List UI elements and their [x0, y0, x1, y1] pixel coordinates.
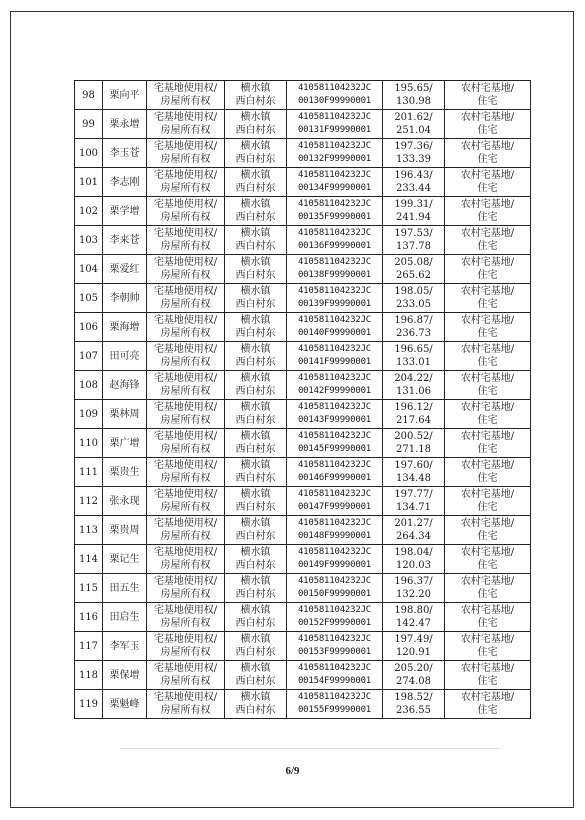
property-rights-table: [74, 80, 531, 719]
right-type-cell: 宅基地使用权/ 房屋所有权: [147, 313, 225, 342]
owner-name-cell: 李朝帅: [103, 284, 147, 313]
row-index-cell: 110: [75, 429, 103, 458]
row-index-cell: 107: [75, 342, 103, 371]
location-cell: 横水镇 西白村东: [225, 516, 287, 545]
table-row: [75, 545, 531, 574]
row-index-cell: 114: [75, 545, 103, 574]
location-cell: 横水镇 西白村东: [225, 690, 287, 719]
table-row: [75, 690, 531, 719]
table-row: [75, 516, 531, 545]
owner-name-cell: 李军玉: [103, 632, 147, 661]
right-type-cell: 宅基地使用权/ 房屋所有权: [147, 487, 225, 516]
right-type-cell: 宅基地使用权/ 房屋所有权: [147, 371, 225, 400]
table-row: [75, 226, 531, 255]
right-type-cell: 宅基地使用权/ 房屋所有权: [147, 429, 225, 458]
owner-name-cell: 栗记生: [103, 545, 147, 574]
owner-name-cell: 栗魁峰: [103, 690, 147, 719]
right-type-cell: 宅基地使用权/ 房屋所有权: [147, 545, 225, 574]
unit-code-cell: 410581104232JC 00145F99990001: [287, 429, 383, 458]
location-cell: 横水镇 西白村东: [225, 371, 287, 400]
area-cell: 199.31/ 241.94: [383, 197, 445, 226]
owner-name-cell: 张永现: [103, 487, 147, 516]
unit-code-cell: 410581104232JC 00134F99990001: [287, 168, 383, 197]
table-row: [75, 400, 531, 429]
location-cell: 横水镇 西白村东: [225, 487, 287, 516]
unit-code-cell: 410581104232JC 00148F99990001: [287, 516, 383, 545]
row-index-cell: 118: [75, 661, 103, 690]
unit-code-cell: 410581104232JC 00147F99990001: [287, 487, 383, 516]
owner-name-cell: 栗向平: [103, 81, 147, 110]
unit-code-cell: 410581104232JC 00136F99990001: [287, 226, 383, 255]
location-cell: 横水镇 西白村东: [225, 342, 287, 371]
row-index-cell: 113: [75, 516, 103, 545]
right-type-cell: 宅基地使用权/ 房屋所有权: [147, 400, 225, 429]
area-cell: 201.27/ 264.34: [383, 516, 445, 545]
location-cell: 横水镇 西白村东: [225, 197, 287, 226]
right-type-cell: 宅基地使用权/ 房屋所有权: [147, 139, 225, 168]
owner-name-cell: 李玉苍: [103, 139, 147, 168]
divider-line: [120, 748, 500, 749]
area-cell: 195.65/ 130.98: [383, 81, 445, 110]
unit-code-cell: 410581104232JC 00153F99990001: [287, 632, 383, 661]
row-index-cell: 116: [75, 603, 103, 632]
row-index-cell: 119: [75, 690, 103, 719]
right-type-cell: 宅基地使用权/ 房屋所有权: [147, 516, 225, 545]
unit-code-cell: 410581104232JC 00142F99990001: [287, 371, 383, 400]
row-index-cell: 105: [75, 284, 103, 313]
owner-name-cell: 田可亮: [103, 342, 147, 371]
right-type-cell: 宅基地使用权/ 房屋所有权: [147, 574, 225, 603]
table-row: [75, 371, 531, 400]
usage-cell: 农村宅基地/ 住宅: [445, 632, 531, 661]
area-cell: 198.04/ 120.03: [383, 545, 445, 574]
row-index-cell: 100: [75, 139, 103, 168]
table-row: [75, 661, 531, 690]
table-row: [75, 342, 531, 371]
right-type-cell: 宅基地使用权/ 房屋所有权: [147, 81, 225, 110]
area-cell: 201.62/ 251.04: [383, 110, 445, 139]
right-type-cell: 宅基地使用权/ 房屋所有权: [147, 690, 225, 719]
unit-code-cell: 410581104232JC 00138F99990001: [287, 255, 383, 284]
location-cell: 横水镇 西白村东: [225, 168, 287, 197]
right-type-cell: 宅基地使用权/ 房屋所有权: [147, 603, 225, 632]
usage-cell: 农村宅基地/ 住宅: [445, 371, 531, 400]
owner-name-cell: 栗学增: [103, 197, 147, 226]
row-index-cell: 115: [75, 574, 103, 603]
usage-cell: 农村宅基地/ 住宅: [445, 81, 531, 110]
location-cell: 横水镇 西白村东: [225, 458, 287, 487]
right-type-cell: 宅基地使用权/ 房屋所有权: [147, 284, 225, 313]
owner-name-cell: 田五生: [103, 574, 147, 603]
usage-cell: 农村宅基地/ 住宅: [445, 661, 531, 690]
owner-name-cell: 栗海增: [103, 313, 147, 342]
row-index-cell: 109: [75, 400, 103, 429]
usage-cell: 农村宅基地/ 住宅: [445, 139, 531, 168]
unit-code-cell: 410581104232JC 00155F99990001: [287, 690, 383, 719]
row-index-cell: 104: [75, 255, 103, 284]
owner-name-cell: 栗林周: [103, 400, 147, 429]
table-row: [75, 284, 531, 313]
owner-name-cell: 栗贵周: [103, 516, 147, 545]
usage-cell: 农村宅基地/ 住宅: [445, 313, 531, 342]
table-row: [75, 139, 531, 168]
table-row: [75, 168, 531, 197]
right-type-cell: 宅基地使用权/ 房屋所有权: [147, 168, 225, 197]
area-cell: 198.05/ 233.05: [383, 284, 445, 313]
unit-code-cell: 410581104232JC 00143F99990001: [287, 400, 383, 429]
usage-cell: 农村宅基地/ 住宅: [445, 429, 531, 458]
usage-cell: 农村宅基地/ 住宅: [445, 690, 531, 719]
right-type-cell: 宅基地使用权/ 房屋所有权: [147, 197, 225, 226]
table-row: [75, 110, 531, 139]
owner-name-cell: 栗广增: [103, 429, 147, 458]
row-index-cell: 103: [75, 226, 103, 255]
area-cell: 205.20/ 274.08: [383, 661, 445, 690]
table-row: [75, 197, 531, 226]
usage-cell: 农村宅基地/ 住宅: [445, 255, 531, 284]
area-cell: 196.12/ 217.64: [383, 400, 445, 429]
table-row: [75, 632, 531, 661]
area-cell: 197.77/ 134.71: [383, 487, 445, 516]
unit-code-cell: 410581104232JC 00141F99990001: [287, 342, 383, 371]
area-cell: 200.52/ 271.18: [383, 429, 445, 458]
location-cell: 横水镇 西白村东: [225, 110, 287, 139]
location-cell: 横水镇 西白村东: [225, 284, 287, 313]
row-index-cell: 99: [75, 110, 103, 139]
right-type-cell: 宅基地使用权/ 房屋所有权: [147, 226, 225, 255]
row-index-cell: 101: [75, 168, 103, 197]
right-type-cell: 宅基地使用权/ 房屋所有权: [147, 458, 225, 487]
right-type-cell: 宅基地使用权/ 房屋所有权: [147, 110, 225, 139]
area-cell: 198.80/ 142.47: [383, 603, 445, 632]
area-cell: 197.60/ 134.48: [383, 458, 445, 487]
right-type-cell: 宅基地使用权/ 房屋所有权: [147, 342, 225, 371]
location-cell: 横水镇 西白村东: [225, 429, 287, 458]
unit-code-cell: 410581104232JC 00131F99990001: [287, 110, 383, 139]
location-cell: 横水镇 西白村东: [225, 255, 287, 284]
row-index-cell: 112: [75, 487, 103, 516]
usage-cell: 农村宅基地/ 住宅: [445, 226, 531, 255]
table-row: [75, 313, 531, 342]
row-index-cell: 111: [75, 458, 103, 487]
location-cell: 横水镇 西白村东: [225, 603, 287, 632]
area-cell: 197.53/ 137.78: [383, 226, 445, 255]
table-row: [75, 458, 531, 487]
usage-cell: 农村宅基地/ 住宅: [445, 574, 531, 603]
area-cell: 204.22/ 131.06: [383, 371, 445, 400]
right-type-cell: 宅基地使用权/ 房屋所有权: [147, 632, 225, 661]
row-index-cell: 117: [75, 632, 103, 661]
area-cell: 196.37/ 132.20: [383, 574, 445, 603]
unit-code-cell: 410581104232JC 00140F99990001: [287, 313, 383, 342]
location-cell: 横水镇 西白村东: [225, 81, 287, 110]
usage-cell: 农村宅基地/ 住宅: [445, 487, 531, 516]
owner-name-cell: 栗贵生: [103, 458, 147, 487]
unit-code-cell: 410581104232JC 00149F99990001: [287, 545, 383, 574]
location-cell: 横水镇 西白村东: [225, 313, 287, 342]
unit-code-cell: 410581104232JC 00152F99990001: [287, 603, 383, 632]
row-index-cell: 98: [75, 81, 103, 110]
table-body: [75, 81, 531, 719]
owner-name-cell: 田启生: [103, 603, 147, 632]
area-cell: 196.87/ 236.73: [383, 313, 445, 342]
table-row: [75, 255, 531, 284]
table-row: [75, 81, 531, 110]
owner-name-cell: 栗爱红: [103, 255, 147, 284]
location-cell: 横水镇 西白村东: [225, 139, 287, 168]
location-cell: 横水镇 西白村东: [225, 632, 287, 661]
owner-name-cell: 栗保增: [103, 661, 147, 690]
table-row: [75, 487, 531, 516]
location-cell: 横水镇 西白村东: [225, 545, 287, 574]
row-index-cell: 106: [75, 313, 103, 342]
owner-name-cell: 李志刚: [103, 168, 147, 197]
location-cell: 横水镇 西白村东: [225, 661, 287, 690]
usage-cell: 农村宅基地/ 住宅: [445, 400, 531, 429]
row-index-cell: 108: [75, 371, 103, 400]
usage-cell: 农村宅基地/ 住宅: [445, 545, 531, 574]
area-cell: 197.49/ 120.91: [383, 632, 445, 661]
area-cell: 196.65/ 133.01: [383, 342, 445, 371]
location-cell: 横水镇 西白村东: [225, 226, 287, 255]
owner-name-cell: 栗永增: [103, 110, 147, 139]
usage-cell: 农村宅基地/ 住宅: [445, 516, 531, 545]
usage-cell: 农村宅基地/ 住宅: [445, 197, 531, 226]
owner-name-cell: 李来苍: [103, 226, 147, 255]
unit-code-cell: 410581104232JC 00139F99990001: [287, 284, 383, 313]
table-row: [75, 574, 531, 603]
page-number: 6/9: [285, 765, 300, 777]
area-cell: 196.43/ 233.44: [383, 168, 445, 197]
usage-cell: 农村宅基地/ 住宅: [445, 603, 531, 632]
usage-cell: 农村宅基地/ 住宅: [445, 168, 531, 197]
right-type-cell: 宅基地使用权/ 房屋所有权: [147, 255, 225, 284]
area-cell: 198.52/ 236.55: [383, 690, 445, 719]
right-type-cell: 宅基地使用权/ 房屋所有权: [147, 661, 225, 690]
unit-code-cell: 410581104232JC 00130F99990001: [287, 81, 383, 110]
unit-code-cell: 410581104232JC 00132F99990001: [287, 139, 383, 168]
owner-name-cell: 赵海锋: [103, 371, 147, 400]
usage-cell: 农村宅基地/ 住宅: [445, 110, 531, 139]
row-index-cell: 102: [75, 197, 103, 226]
table-row: [75, 429, 531, 458]
usage-cell: 农村宅基地/ 住宅: [445, 458, 531, 487]
area-cell: 205.08/ 265.62: [383, 255, 445, 284]
table-row: [75, 603, 531, 632]
unit-code-cell: 410581104232JC 00154F99990001: [287, 661, 383, 690]
unit-code-cell: 410581104232JC 00135F99990001: [287, 197, 383, 226]
usage-cell: 农村宅基地/ 住宅: [445, 342, 531, 371]
location-cell: 横水镇 西白村东: [225, 400, 287, 429]
unit-code-cell: 410581104232JC 00146F99990001: [287, 458, 383, 487]
usage-cell: 农村宅基地/ 住宅: [445, 284, 531, 313]
unit-code-cell: 410581104232JC 00150F99990001: [287, 574, 383, 603]
location-cell: 横水镇 西白村东: [225, 574, 287, 603]
area-cell: 197.36/ 133.39: [383, 139, 445, 168]
